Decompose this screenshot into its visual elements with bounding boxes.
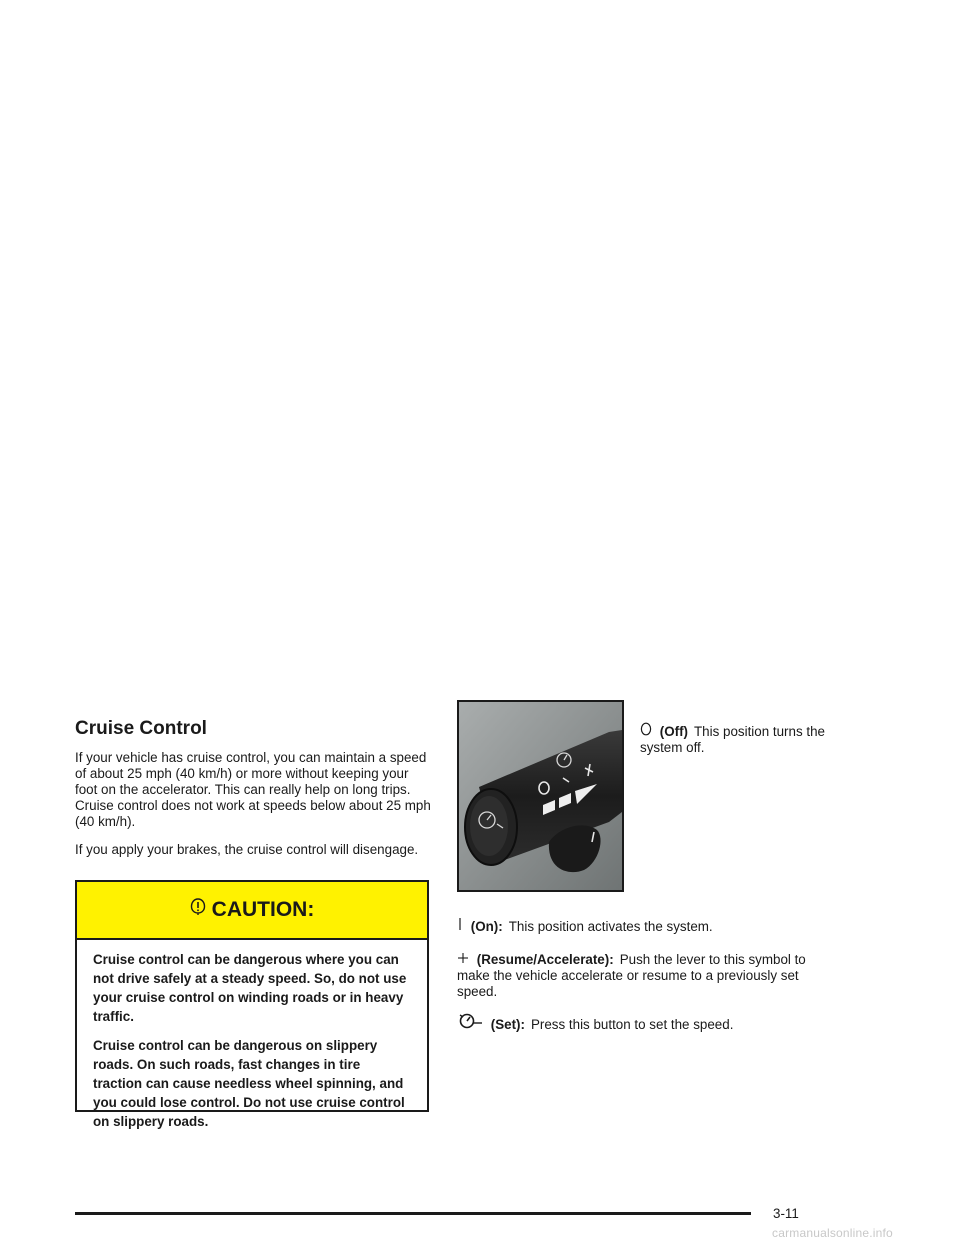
set-symbol-icon [457, 1017, 487, 1032]
control-text: Push the lever to this symbol to make the vehicle accelerate or resume to a previously set speed. [457, 952, 806, 999]
caution-box [75, 880, 429, 1129]
caution-header [77, 882, 427, 940]
warning-icon [190, 898, 206, 922]
intro-paragraph: If your vehicle has cruise control, you can maintain a speed of about 25 mph (40 km/h) or more without keeping your foot on the accelerator. This can really help on long trips. Cruise control does not work at speeds below about 25 mph (40 km/h). [75, 750, 431, 829]
control-resume-item [457, 952, 827, 1000]
control-off-item [640, 722, 830, 756]
caution-paragraph: Cruise control can be dangerous on slippery roads. On such roads, fast changes in tire traction can cause needless wheel spinning, and you could lose control. Do not use cruise control on slippery roads. [93, 1038, 405, 1129]
caution-title: CAUTION: [211, 898, 315, 921]
control-label: (Set): [490, 1017, 525, 1032]
section-title: Cruise Control [75, 718, 207, 739]
cruise-lever-figure [457, 700, 624, 892]
control-text: This position turns the system off. [640, 724, 825, 755]
page-number: 3-11 [773, 1206, 799, 1221]
caution-paragraph: Cruise control can be dangerous where you can not drive safely at a steady speed. So, do not use your cruise control on winding roads or in heavy traffic. [93, 952, 407, 1024]
control-text: This position activates the system. [508, 919, 713, 934]
off-symbol-icon [640, 724, 656, 739]
on-symbol-icon [457, 919, 467, 934]
control-on-item [457, 917, 827, 935]
cruise-control-lever-image [459, 702, 622, 890]
brakes-paragraph: If you apply your brakes, the cruise control will disengage. [75, 842, 419, 857]
plus-symbol-icon [457, 952, 473, 967]
control-label: (On): [470, 919, 503, 934]
control-label: (Off) [659, 724, 688, 739]
watermark: carmanualsonline.info [772, 1226, 893, 1240]
control-text: Press this button to set the speed. [530, 1017, 734, 1032]
caution-body [77, 940, 427, 1131]
footer-rule [75, 1212, 751, 1215]
control-set-item [457, 1013, 827, 1033]
control-label: (Resume/Accelerate): [476, 952, 614, 967]
main-column [75, 718, 433, 870]
